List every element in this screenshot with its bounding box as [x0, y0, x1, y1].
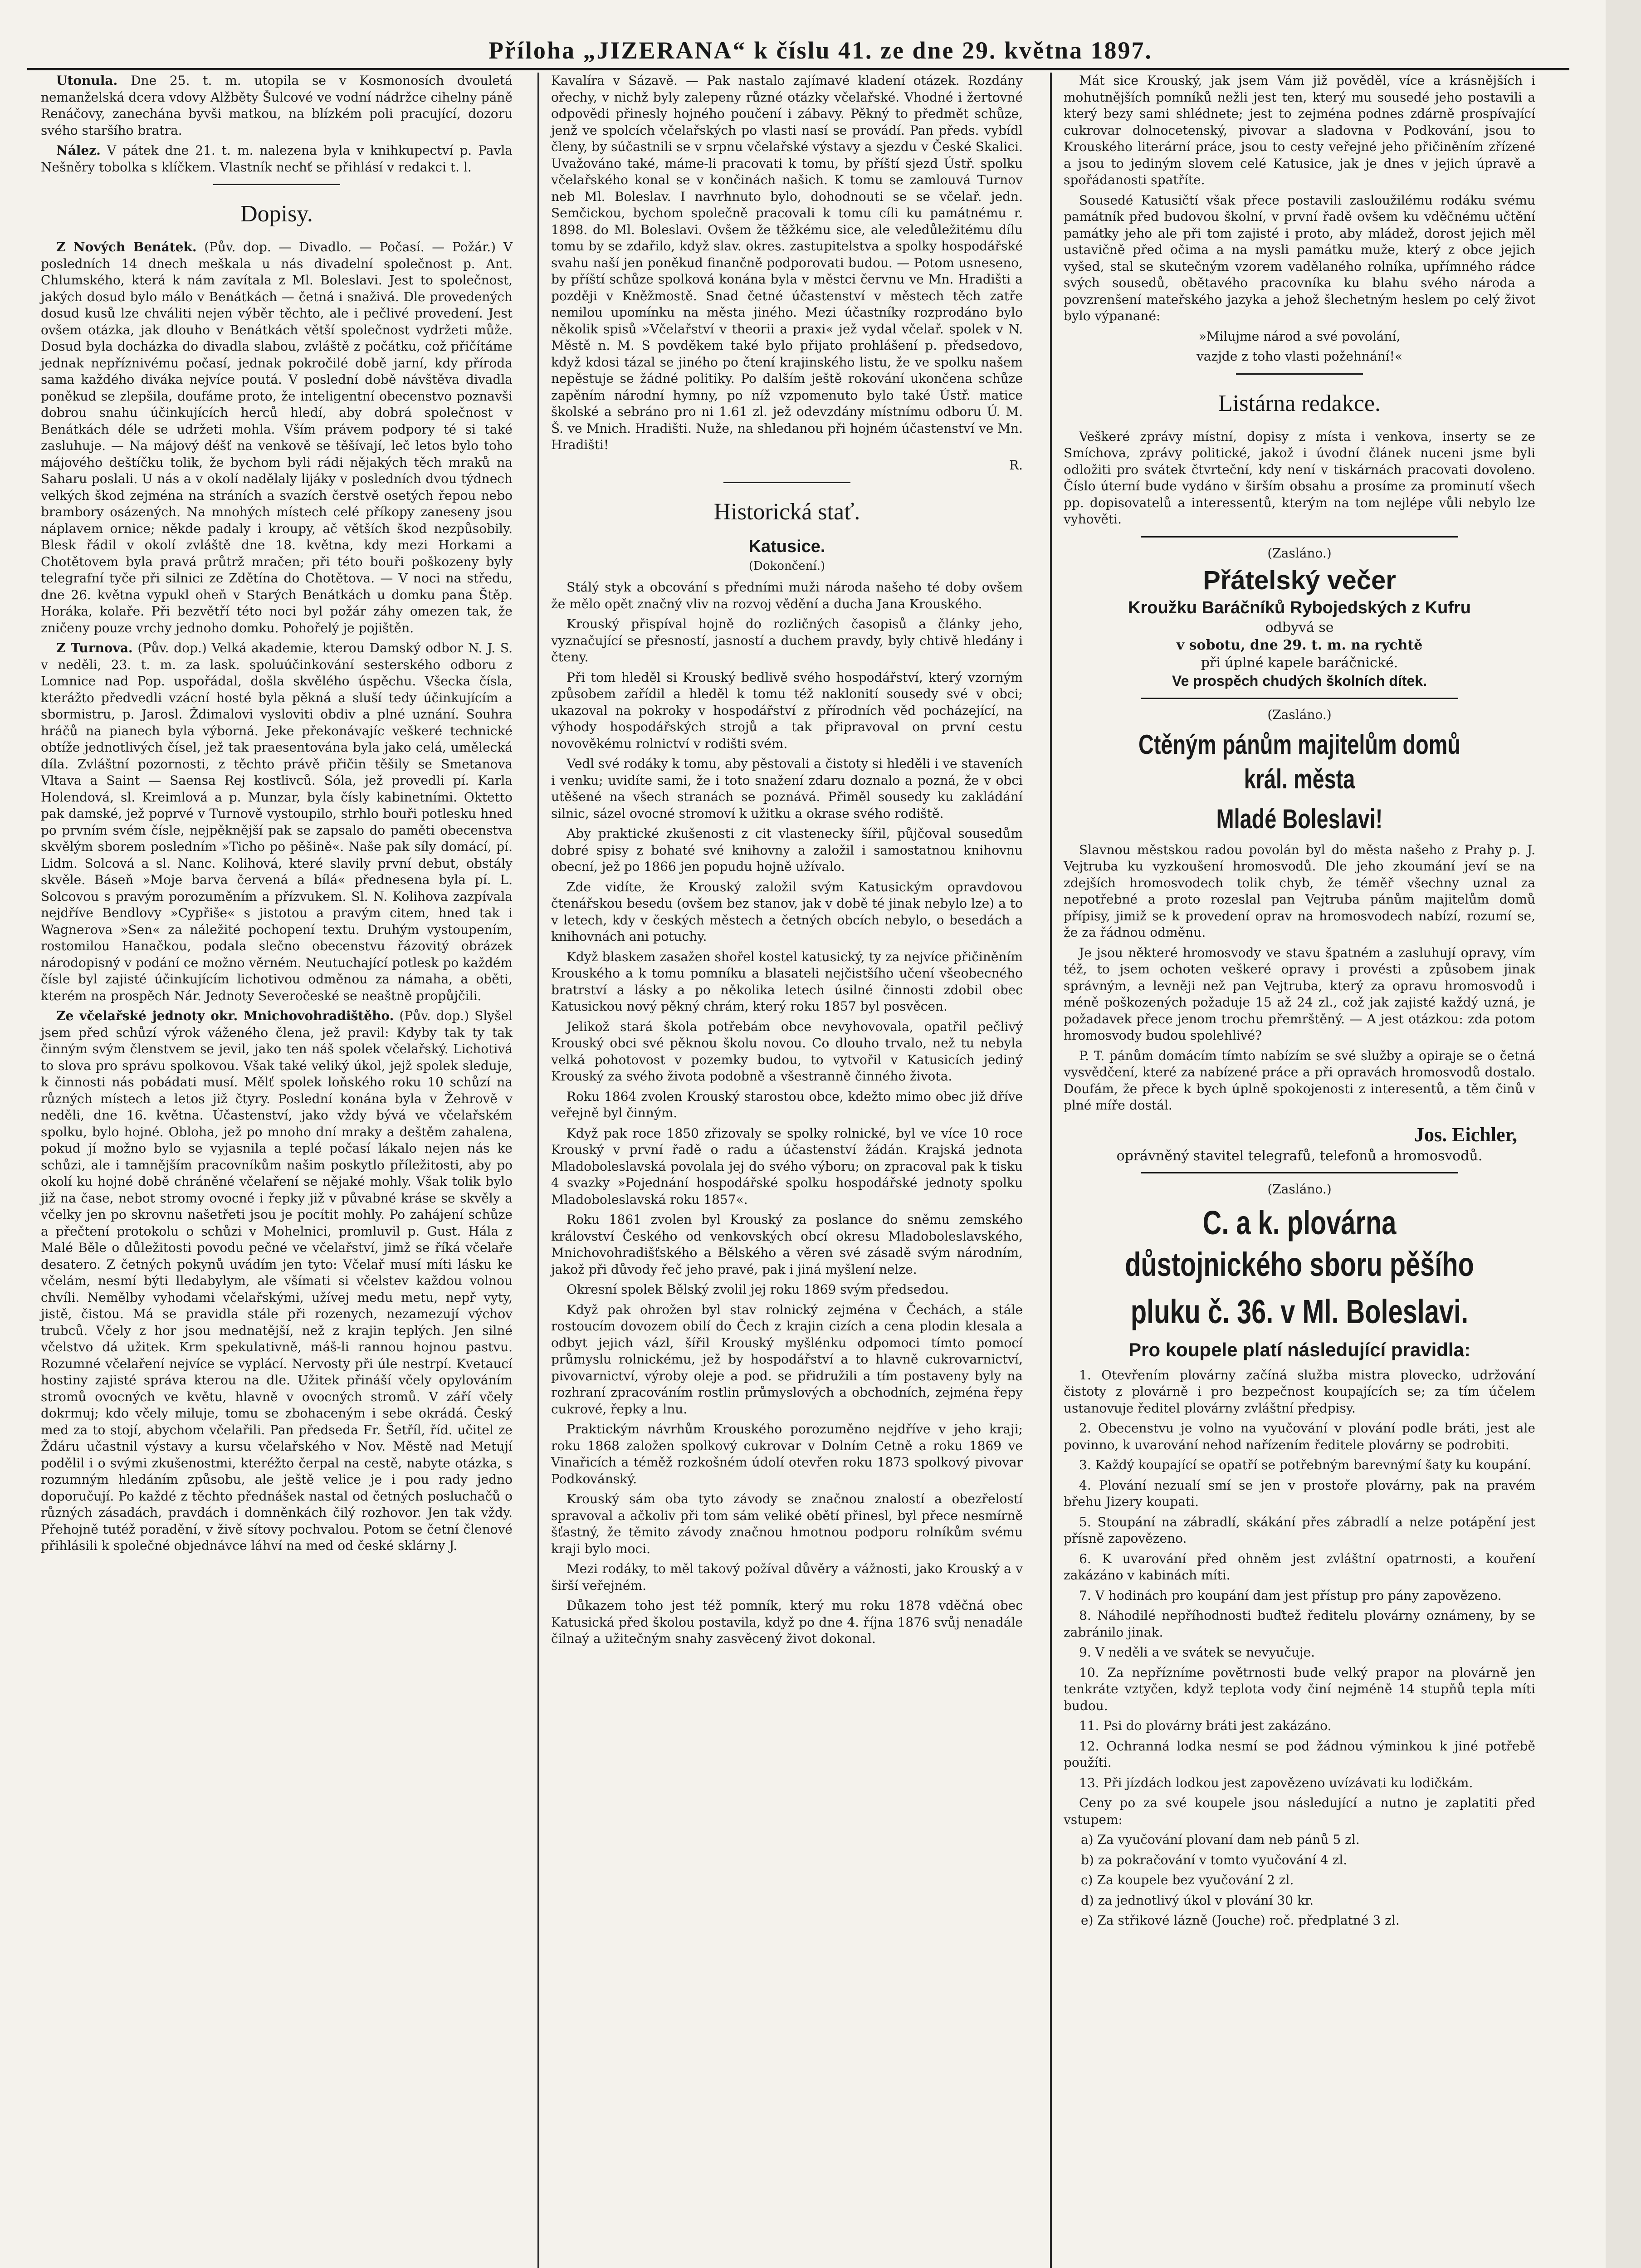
ad-zaslano: (Zasláno.) — [1267, 1181, 1332, 1197]
rule-item: 3. Každý koupající se opatří se potřebným barevnýmí šaty ku koupání. — [1079, 1457, 1532, 1472]
article-paragraph: Krouský sám oba tyto závody se značnou znalostí a obezřelostí spravoval a ačkoliv při tom sám veliké obětí přinesl, byl přece nesmírně šťastný, že těmito závody značnou hmotnou podporu rolníkům svému kraji bylo moci. — [551, 1491, 1023, 1556]
article-paragraph: Když pak roce 1850 zřizovaly se spolky rolnické, byl ve více 10 roce Krouský v první řadě o radu a účastenství žádán. Krajská jednota Mladoboleslavská povolala jej do svého výboru; on zpracoval pak k tisku 4 svazky »Pojednání hospodářské spolku hospodářské jednoty spolku Mladoboleslavská roku 1857«. — [551, 1125, 1023, 1207]
ad-paragraph: Je jsou některé hromosvody ve stavu špatném a zasluhují opravy, vím též, to jsem ochoten veškeré opravy i provésti a způsobem jinak správným, a levněji než pan Vejtruba, který za opravu hromosvodů i méně poškozených požaduje 15 až 24 zl., což jak zajisté každý uzná, je požadavek přece jenom trochu přemrštěný. — A jest otázkou: zda potom hromosvody budou spolehlivé? — [1064, 945, 1535, 1043]
ad-title-hromosvody-2: Mladé Boleslavi! — [1216, 803, 1383, 834]
ad-signature-title: oprávněný stavitel telegrafů, telefonů a hromosvodů. — [1116, 1148, 1483, 1164]
rule-item: b) za pokračování v tomto vyučování 4 zl. — [1081, 1852, 1348, 1867]
rule-item: 9. V neděli a ve svátek se nevyučuje. — [1079, 1645, 1315, 1660]
article-paragraph: Roku 1864 zvolen Krouský starostou obce, kdežto mimo obec již dříve veřejně byl činným. — [551, 1089, 1023, 1120]
rule-item: 8. Náhodilé nepříhodnosti buďtež ředitelu plovárny oznámeny, by se zabránilo jinak. — [1064, 1608, 1535, 1640]
rule-item: 5. Stoupání na zábradlí, skákání přes zábradlí a nelze potápění jest přísně zapovězeno. — [1064, 1514, 1535, 1546]
ad-rules-heading: Pro koupele platí následující pravidla: — [1128, 1339, 1470, 1360]
article-paragraph: Jelikož stará škola potřebám obce nevyhovovala, opatřil pečlivý Krouský obci své pěknou školu novou. Co dlouho trvalo, než tu nebyla velká pohotovost v pozemky budou, to vytvořil v Katusicích jediný Krouský za svého života podobně a všestranně činného života. — [551, 1019, 1023, 1084]
ad-title-pratelsky-vecer: Přátelský večer — [1203, 565, 1396, 595]
article-paragraph: Sousedé Katusičtí však přece postavili zasloužilému rodáku svému památník před budovou školní, v první řadě ovšem ku vděčnému učtění památky jeho ale při tom zajisté i proto, aby mládež, dorost jejich měl ustavičně před očima a na mysli památku muže, který z obce jejich vyšed, stal se skutečným vzorem vadělaného rolníka, upřímného rádce svých sousedů, obětavého pracovníka ku blahu svého národa a povzrenšení mateřského jazyka a jehož šlechetným heslem po celý život bylo výpanané: — [1064, 192, 1535, 323]
article-paragraph: Okresní spolek Bělský zvolil jej roku 1869 svým předsedou. — [567, 1282, 949, 1297]
article-paragraph: Mezi rodáky, to měl takový požíval důvěry a vážnosti, jako Krouský a v širší veřejném. — [551, 1561, 1023, 1593]
letter-signature: R. — [1009, 457, 1023, 473]
rule-item: 13. Při jízdách lodkou jest zapovězeno uvízávati ku lodičkám. — [1079, 1775, 1473, 1790]
rule-item: 10. Za nepřízníme povětrnosti bude velký prapor na plovárně jen tenkráte vztyčen, když teplota vody činí nejméně 14 stupňů tepla míti budou. — [1064, 1665, 1535, 1713]
rule-item: 6. K uvarování před ohněm jest zvláštní opatrnosti, a kouření zakázáno v kabinách míti. — [1064, 1551, 1535, 1583]
news-nalez: Nález. V pátek dne 21. t. m. nalezena byla v knihkupectví p. Pavla Nešněry tobolka s klíčkem. Vlastník nechť se přihlásí v redakci t. l. — [41, 143, 513, 175]
separator — [1141, 1172, 1458, 1173]
column-divider-2 — [1050, 73, 1052, 2268]
column-1 — [41, 73, 513, 1558]
news-utonula: Utonula. Dne 25. t. m. utopila se v Kosmonosích dvouletá nemanželská dcera vdovy Alžběty Šulcové ve vodní nádržce cihelny páně Renáčovy, zanechána byvši matkou, na blízkém poli pracující, dozoru svého staršího bratra. — [41, 73, 513, 138]
ad-title-plovarna-2: pluku č. 36. v Ml. Boleslavi. — [1130, 1292, 1469, 1330]
ad-line: Ve prospěch chudých školních dítek. — [1172, 672, 1427, 689]
article-paragraph: Krouský přispíval hojně do rozličných časopisů a články jeho, vyznačující se přesností, jasností a duchem pravdy, byly chtivě hledány i čteny. — [551, 616, 1023, 665]
separator — [1141, 536, 1458, 538]
quote-line: vazjde z toho vlasti požehnání!« — [1196, 349, 1403, 364]
article-paragraph: Aby praktické zkušenosti z cit vlastenecky šířil, půjčoval sousedům dobré spisy z bohaté své knihovny a založil i samostatnou knihovnu obecní, jež po 1866 jen popudu hojně užívalo. — [551, 826, 1023, 874]
ad-zaslano: (Zasláno.) — [1267, 545, 1332, 561]
article-paragraph: Když pak ohrožen byl stav rolnický zejména v Čechách, a stále rostoucím dovozem obilí do Čech z krajin cizích a cena plodin klesala a odbyt jejich vázl, šířil Krouský myšlénku odpomoci tímto pomocí průmyslu rolnickému, jež by hospodářství a to hlavně cukrovarnictví, pivovarnictví, výroby oleje a pod. se přidružili a tím postaveny byly na rozhraní zpracováním rostlin průmyslových a obchodních, zejména řepy cukrové, řepky a lnu. — [551, 1302, 1023, 1417]
separator — [1141, 698, 1458, 699]
rule-item: Ceny po za své koupele jsou následující a nutno je zaplatiti před vstupem: — [1064, 1795, 1535, 1827]
section-title-listarna: Listárna redakce. — [1218, 390, 1381, 416]
page-edge — [1606, 0, 1641, 2268]
ad-title-hromosvody: Ctěným pánům majitelům domů král. města — [1138, 729, 1460, 794]
ad-line: při úplné kapele baráčnické. — [1201, 655, 1398, 671]
letter-continued: Kavalíra v Sázavě. — Pak nastalo zajímavé kladení otázek. Rozdány ořechy, v nichž byly zalepeny různé otázky včelařské. Vhodné i žertovné odpovědi přinesly hojného poučení i zábavy. Pěkný to předmět schůze, jenž ve spolcích včelařských po vlasti nasí se provádí. Pan předs. vybídl členy, by súčastnili se v srpnu včelařské výstavy a sjezdu v České Skalici. Uvažováno také, máme-li pracovati k tomu, by příští sjezd Ústř. spolku včelařského konal se v končinách našich. K tomu se zamlouvá Turnov neb Ml. Boleslav. I navrhnuto bylo, dohodnouti se se včelař. jedn. Semčickou, bychom společně pracovali k tomu cíli ku památnému r. 1898. do Ml. Boleslavi. Ovšem že těžkému sice, ale veledůležitému dílu tomu by se zdařilo, když slav. okres. zastupitelstva a spolky hospodářské svahu naší jen poněkud finančně podporovati budou. — Potom usneseno, by příští schůze spolková konána byla v městci červnu ve Mn. Hradišti a později v Kněžmostě. Snad četné účastenství v městech těch zatře nemilou upomínku na města jiného. Mezi účastníky rozprodáno bylo několik spisů »Včelařství v theorii a praxi« jež vydal včelař. spolek v N. Městě n. M. S povděkem také bylo přijato prohlášení p. předsedovo, když kdosi tázal se jiného po čtení krajinského listu, že ve spolku našem nepěstuje se žádné politiky. Po dalším ještě rokování ukončena schůze zapěním národní hymny, po níž vzpomenuto bylo také Ústř. matice školské a sebráno pro ni 1.61 zl. jež odevzdány místnímu odboru Ú. M. Š. ve Mnich. Hradišti. Nuže, na shledanou při hojném účastenství ve Mn. Hradišti! — [551, 73, 1023, 452]
letter-nove-benatky: Z Nových Benátek. (Pův. dop. — Divadlo. — Počasí. — Požár.) V posledních 14 dnech meškala u nás divadelní společnost p. Ant. Chlumského, která k nám zavítala z Ml. Boleslavi. Jest to společnost, jakých dosud bylo málo v Benátkách — četná i snaživá. Dle provedených dosud kusů lze chváliti nejen výběr těchto, ale i pečlivé provedení. Jest ovšem otázka, jak dlouho v Benátkách větší společnost vydržeti může. Dosud byla docházka do divadla slabou, zvláště z počátku, což přičítáme jednak nepříznivému počasí, jednak pokročilé době jarní, kdy příroda sama každého diváka nejvíce poutá. V poslední době návštěva divadla poněkud se zlepšila, doufáme proto, že inteligentní obecenstvo poznavši dobrou snahu účinkujících herců hledí, aby dobrá společnost v Benátkách déle se udržeti mohla. Vším právem podpory té si také zasluhuje. — Na májový déšť na venkově se těšívají, leč letos bylo toho májového deštíčku tolik, že bychom byli rádi nějakých těch mraků na Saharu poslali. U nás a v okolí nadělaly lijáky v posledních dvou týdnech velkých škod zejména na stráních a svazích čerstvě osetých řepou nebo brambory osázených. Na mnohých místech celé příkopy zaneseny jsou náplavem ornice; někde padaly i kroupy, ač větších škod nezpůsobily. Blesk řádil v okolí zvláště dne 18. května, kdy mezi Horkami a Chotětovem byla pravá průtrž mračen; při této bouři poškozeny byly telegrafní tyče při silnici ze Zdětína do Chotětova. — V noci na středu, dne 26. května vypukl oheň v Starých Benátkách u domku pana Štěp. Horáka, kolaře. Při bezvětří této noci byl požár záhy omezen tak, že zničeny pouze vrchy jednoho domku. Pohořelý je pojištěn. — [41, 240, 513, 635]
separator — [723, 482, 850, 483]
rule-item: c) Za koupele bez vyučování 2 zl. — [1081, 1872, 1294, 1887]
column-divider-1 — [537, 73, 539, 2268]
article-paragraph: Praktickým návrhům Krouského porozuměno nejdříve v jeho kraji; roku 1868 založen spolkový cukrovar v Dolním Cetně a roku 1869 ve Vinařicích a téměž rozkošném údolí otevřen roku 1873 spolkový pivovar Podkovánský. — [551, 1422, 1023, 1486]
separator — [1236, 373, 1363, 375]
letter-turnov: Z Turnova. (Pův. dop.) Velká akademie, kterou Damský odbor N. J. S. v neděli, 23. t. m. za lask. spoluúčinkování sesterského odboru z Lomnice nad Pop. uspořádal, došla skvělého úspěchu. Všecka čísla, kterážto předvedli vzácní hosté byla pěkná a sluší tedy účinkujícím a sbormistru, p. Jarosl. Ždimalovi vysloviti obdiv a plné uznání. Souhra hráčů na pianech byla výborná. Jeke překonávajíc veškeré technické obtíže jednotlivých čísel, jež tak praesentována byla jako celá, umělecká díla. Zvláštní pozornosti, z těchto právě přičin těšily se Smetanova Vltava a Saint — Saensa Rej kostlivců. Sóla, jež provedli pí. Karla Holendová, sl. Kreimlová a p. Munzar, byla čísly kabinetními. Oktetto pak damské, jež poprvé v Turnově vystoupilo, strhlo bouři potlesku hned po prvním svém čísle, nejpěknější pak se zapsalo do paměti obecenstva skvělým sborem posledním »Ticho po pěšině«. Naše pak síly domácí, pí. Lidm. Solcová a sl. Nanc. Kolihová, které slavily první debut, obstály skvěle. Báseň »Moje barva červená a bílá« přednesena byla pí. L. Solcovou s pravým porozuměním a přízvukem. Sl. N. Kolihova zazpívala nejdříve Bendlovy »Cypřiše« s jistotou a pravým citem, hned tak i Wagnerova »Sen« za náležité pochopení textu. Druhým vystoupením, rostomilou Hanačkou, podala slečno obecenstvu řázovitý obrázek národopisný v podání ce možno věrném. Neutuchající potlesk po každém čísle byl zajisté účinkujícím lichotivou odměnou za námaha, a oběti, kterém na prospěch Nár. Jednoty Severočeské se neaštně propůjčili. — [41, 640, 513, 1003]
rule-item: 11. Psi do plovárny bráti jest zakázáno. — [1079, 1718, 1332, 1733]
rules-list — [1064, 1367, 1535, 1929]
rule-item: d) za jednotlivý úkol v plování 30 kr. — [1081, 1892, 1314, 1908]
ad-subtitle: Kroužku Baráčníků Rybojedských z Kufru — [1128, 598, 1471, 617]
rule-item: e) Za střikové lázně (Jouche) roč. předplatné 3 zl. — [1081, 1913, 1400, 1928]
article-paragraph: Roku 1861 zvolen byl Krouský za poslance do sněmu zemského království Českého od venkovských obcí okresu Mladoboleslavského, Mnichovohradišťského a Bělského a věren své zásadě svým národním, jakož při důvody řeč jeho pravé, pak i jiná myšlení nelze. — [551, 1212, 1023, 1277]
article-paragraph: Mát sice Krouský, jak jsem Vám již pověděl, více a krásnějších i mohutnějších pomníků nežli jest ten, který mu sousedé jeho postavili a který bezy sami shlédnete; jest to zejména podnes zdárně prospívající cukrovar dolnocetenský, pivovar a sladovna v Podkování, jsou to Krouského literární práce, jsou to cesty veřejné jeho přičiněním zřízené a jsou to jediným slovem celé Katusice, jak je dnes v jejich úpravě a spořádanosti spatříte. — [1064, 73, 1535, 187]
page-header: Příloha „JIZERANA“ k číslu 41. ze dne 29. května 1897. — [488, 37, 1153, 64]
rule-item: 2. Obecenstvu je volno na vyučování v plování podle bráti, jest ale povinno, k uvarování nehod nařízením ředitele plovárny se podrobiti. — [1064, 1421, 1535, 1452]
ad-title-plovarna: C. a k. plovárna důstojnického sboru pěšího — [1125, 1203, 1474, 1283]
article-title-katusice: Katusice. — [748, 537, 825, 556]
section-title-dopisy: Dopisy. — [240, 201, 313, 227]
ad-paragraph: Slavnou městskou radou povolán byl do města našeho z Prahy p. J. Vejtruba ku vyzkoušení hromosvodů. Dle jeho zkoumání jeví se na zdejších hromosvodech tolik chyb, že téměř všechny uznal za nepotřebné a proto rozeslal pan Vejtruba pánům majitelům domů přípisy, jimiž se k provedení oprav na hromosvodech nabízí, rozumí se, že za řádnou odměnu. — [1064, 842, 1535, 940]
article-paragraph: Zde vidíte, že Krouský založil svým Katusickým opravdovou čtenářskou besedu (ovšem bez stanov, jak v době té jinak nebylo lze) a to v letech, kdy v českých městech a četných obcích nebylo, o besedách a knihovnách ani potuchy. — [551, 879, 1023, 944]
rule-item: 4. Plování nezualí smí se jen v prostoře plovárny, pak na pravém břehu Jizery koupati. — [1064, 1477, 1535, 1509]
article-paragraph: Když blaskem zasažen shořel kostel katusický, ty za nejvíce přičiněním Krouského a k tomu pomníku a blasateli nejčistšího učení všeobecného bratrství a lásky a po několika letech úsilné činnosti zdobil obec Katusickou nový pěkný chrám, který roku 1857 byl posvěcen. — [551, 949, 1023, 1014]
article-paragraph: Stálý styk a obcování s předními muži národa našeho té doby ovšem že mělo opět značný vliv na rozvoj vědění a ducha Jana Krouského. — [551, 580, 1023, 611]
article-paragraph: Vedl své rodáky k tomu, aby pěstovali a čistoty si hleděli i ve staveních i venku; uvidíte sami, že i toto snažení zdaru doznalo a pozná, že v obci utěšené na všech stranách se poznává. Přiměl sousedy ku zakládání silnic, sázel ovocné stromoví k užitku a okrase svého rodiště. — [551, 756, 1023, 821]
editorial-note: Veškeré zprávy místní, dopisy z místa i venkova, inserty se ze Smíchova, zprávy politické, jakož i úvodní článek nuceni jsme byli odložiti pro svátek čtvrteční, kdy není v tiskárnách pracovati dovoleno. Číslo úterní bude vydáno v širším obsahu a prosíme za prominutí všech pp. dopisovatelů a interessentů, kterým na tom nejlépe vůli nebylo lze vyhověti. — [1064, 429, 1535, 527]
header-rule — [27, 68, 1569, 70]
letter-vcelarska-jednota: Ze včelařské jednoty okr. Mnichovohradištěho. (Pův. dop.) Slyšel jsem před schůzí výrok váženého člena, jež pravil: Kdyby tak ty tak činným svým členstvem se jevil, jako ten náš spolek včelařský. Lichotivá to slova pro správu spolkovou. Však také veliký úkol, jejž spolek sleduje, k činnosti nás pobádati musí. Mělť spolek loňského roku 10 schůzí na různých místech a letos již čtyry. Poslední konána byla v Žehrově v neděli, dne 16. května. Účastenství, jako vždy bývá ve včelařském spolku, bylo hojné. Obloha, jež po mnoho dní mraky a deštěm zahalena, pokud jí možno bylo se vyjasnila a teplé počasí lákalo nejen nás ke schůzi, ale i tamnějším pracovníkům našim poskytlo příležitosti, aby po okolí ku hojné době chráněné včelaření se nějaké mohly. Však tolik bylo již na čase, nebot stromy ovocné i řepky již v půvabné kráse se skvěly a včelky jen po skrovnu našetřeti jsou je pocítit mohly. Po zahájení schůze a přečtení protokolu o schůzi v Mohelnici, promluvil p. Gust. Hála z Malé Běle o důležitosti povodu pečné ve včelařství, jimž se říká včelaře desatero. Z četných pokynů uvádím jen tyto: Včelař musí míti lásku ke včelám, nesmí býti lledabylym, ale všímati si včelstev každou volnou chvíli. Nemělby vyhodami včelařskými, užívej medu metu, nepř vyty, jistě, čistou. Má se pravidla stále při rozenych, nezamezují výchov trubců. Včely z hor jsou mednatější, než z krajin teplých. Jen silné včelstvo dá užitek. Krm spekulativně, máš-li rannou hojnou pastvu. Rozumné včelaření nejvíce se vyplácí. Nervosty při úle nestrpí. Kvetaucí hostiny zajisté správa kterou na dle. Užitek přináší včely opylováním stromů ovocných ve květu, hlavně v ovocných stromů. V září včely dokrmuj; kdo včely miluje, tomu se zbohaceným i sebe okrádá. Český med za to stojí, abychom včelařili. Pan předseda Fr. Šetříl, říd. učitel ze Ždáru učastnil výstavy a kursu včelařského v Nov. Městě nad Metují podělil i o svými zkušenostmi, kteréžto čerpal na cestě, nabyte otázka, s rozumným hledáním způsobu, ale ještě velice je i pou rady jedno doporučují. Po každé z těchto přednášek nastal od četných posluchačů o různých zásadách, pravdách i domněnkách čilý rozhovor. Jen tak vždy. Přehojně tutéž poradění, v živě sítovy pochvalou. Potom se četní členové přihlásili k společné objednávce láhví na med od české sklárny J. — [41, 1008, 513, 1553]
separator — [213, 184, 340, 185]
column-2 — [551, 73, 1023, 1651]
article-note: (Dokončení.) — [748, 559, 825, 573]
rule-item: 7. V hodinách pro koupání dam jest přístup pro pány zapovězeno. — [1079, 1588, 1502, 1603]
section-title-historicka-stat: Historická stať. — [713, 499, 860, 525]
quote-line: »Milujme národ a své povolání, — [1198, 328, 1401, 344]
ad-paragraph: P. T. pánům domácím tímto nabízím se své služby a opiraje se o četná vysvědčení, které za nabízené práce a při opravách hromosvodů dostalo. Doufám, že přece k bych úplně spokojenosti z interesentů, a těm činů v plné míře dostál. — [1064, 1048, 1535, 1113]
rule-item: a) Za vyučování plovaní dam neb pánů 5 zl. — [1081, 1832, 1360, 1847]
rule-item: 1. Otevřením plovárny začíná služba mistra plovecko, udržování čistoty z plovárně i pro bezpečnost koupajících se; za tím účelem ustanovuje ředitel plovárny zvláštní předpisy. — [1064, 1367, 1535, 1416]
ad-line: v sobotu, dne 29. t. m. na rychtě — [1176, 637, 1423, 653]
column-3 — [1064, 73, 1535, 1933]
rule-item: 12. Ochranná lodka nesmí se pod žádnou výminkou k jiné potřebě použíti. — [1064, 1738, 1535, 1770]
article-paragraph: Při tom hleděl si Krouský bedlivě svého hospodářství, který vzorným způsobem zařídil a hleděl k tomu též naklonití sousedy své v obci; ukazoval na pokroky v hospodářství z přírodních věd pocházející, na výhody hospodářských strojů a tak připravoval on první cestu novověkému rolnictví v rodišti svém. — [551, 670, 1023, 751]
article-paragraph: Důkazem toho jest též pomník, který mu roku 1878 vděčná obec Katusická před školou postavila, když po dne 4. října 1876 svůj nenadále čilnaý a užitečným snahy zasvěcený život dokonal. — [551, 1598, 1023, 1646]
ad-zaslano: (Zasláno.) — [1267, 707, 1332, 722]
ad-line: odbyvá se — [1265, 619, 1334, 635]
ad-signature: Jos. Eichler, — [1414, 1123, 1517, 1146]
